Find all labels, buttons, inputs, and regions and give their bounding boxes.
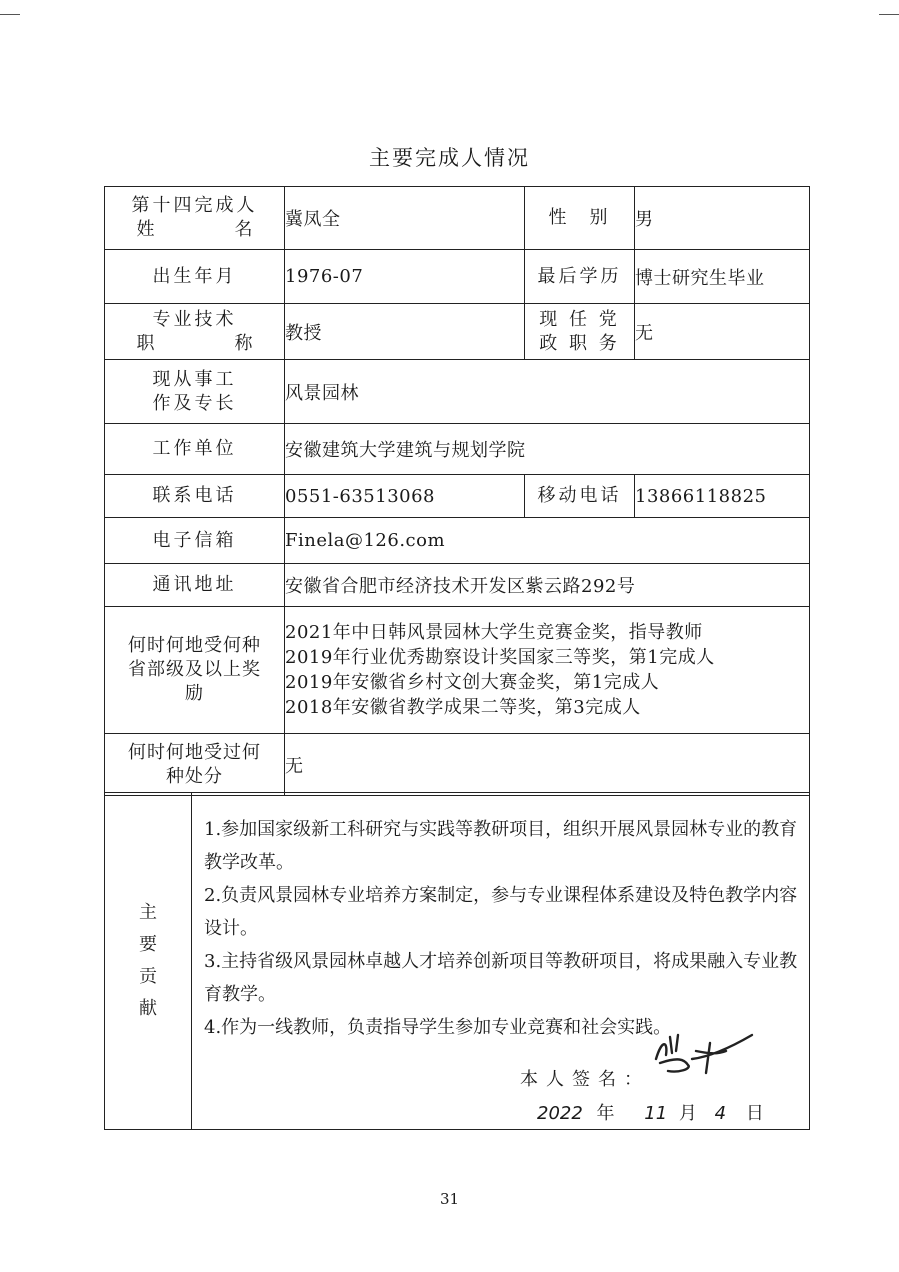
date-month: 11 bbox=[644, 1103, 668, 1124]
party-label-line2: 政 职 务 bbox=[539, 332, 620, 354]
gender-label-char-a: 性 bbox=[548, 207, 570, 228]
row-title bbox=[105, 304, 810, 360]
title-label-cell bbox=[105, 304, 285, 360]
page-number: 31 bbox=[439, 1190, 460, 1208]
name-label-char-a: 姓 bbox=[136, 219, 155, 240]
row-address bbox=[105, 564, 810, 607]
row-awards bbox=[105, 607, 810, 734]
mobile-value: 13866118825 bbox=[635, 475, 810, 518]
birth-value: 1976-07 bbox=[285, 250, 525, 304]
contribution-paragraph: 1.参加国家级新工科研究与实践等教研项目，组织开展风景园林专业的教育教学改革。 bbox=[204, 819, 798, 873]
row-phone bbox=[105, 475, 810, 518]
gender-label-cell bbox=[525, 187, 635, 250]
work-value: 风景园林 bbox=[285, 360, 810, 424]
corner-mark-left bbox=[0, 14, 20, 15]
title-label-char-b: 称 bbox=[234, 332, 253, 354]
awards-label-cell bbox=[105, 607, 285, 734]
phone-label: 联系电话 bbox=[105, 475, 285, 518]
info-table bbox=[104, 186, 810, 796]
sign-label: 本人签名： bbox=[520, 1069, 650, 1090]
address-value: 安徽省合肥市经济技术开发区紫云路292号 bbox=[285, 564, 810, 607]
contribution-label-char: 主 bbox=[139, 902, 157, 923]
unit-label: 工作单位 bbox=[105, 424, 285, 475]
title-label-line1: 专业技术 bbox=[152, 308, 237, 330]
birth-label: 出生年月 bbox=[105, 250, 285, 304]
awards-list bbox=[285, 607, 810, 734]
gender-label bbox=[549, 206, 611, 230]
list-item: 2021年中日韩风景园林大学生竞赛金奖，指导教师 bbox=[285, 622, 703, 643]
row-email bbox=[105, 518, 810, 564]
punish-label-cell bbox=[105, 734, 285, 796]
date-year-unit: 年 bbox=[596, 1103, 615, 1124]
mobile-label: 移动电话 bbox=[525, 475, 635, 518]
address-label: 通讯地址 bbox=[105, 564, 285, 607]
work-label-line2: 作及专长 bbox=[152, 392, 237, 414]
work-label-cell bbox=[105, 360, 285, 424]
corner-mark-right bbox=[879, 14, 899, 15]
party-label-cell bbox=[525, 304, 635, 360]
row-work bbox=[105, 360, 810, 424]
date-day-unit: 日 bbox=[745, 1103, 764, 1124]
title-label-line2 bbox=[137, 332, 253, 356]
list-item: 2019年安徽省乡村文创大赛金奖，第1完成人 bbox=[285, 672, 660, 693]
list-item: 2019年行业优秀勘察设计奖国家三等奖，第1完成人 bbox=[285, 647, 715, 668]
contribution-label-char: 要 bbox=[139, 934, 157, 955]
contribution-table bbox=[104, 792, 810, 1130]
edu-value: 博士研究生毕业 bbox=[635, 250, 810, 304]
contribution-paragraph: 3.主持省级风景园林卓越人才培养创新项目等教研项目，将成果融入专业教育教学。 bbox=[204, 951, 798, 1005]
party-value: 无 bbox=[635, 304, 810, 360]
date-day: 4 bbox=[714, 1103, 727, 1124]
contribution-label-char: 贡 bbox=[139, 966, 157, 987]
punish-value: 无 bbox=[285, 734, 810, 796]
awards-label-line1: 何时何地受何种 bbox=[128, 635, 261, 656]
unit-value: 安徽建筑大学建筑与规划学院 bbox=[285, 424, 810, 475]
name-label-line2 bbox=[137, 218, 253, 242]
row-unit bbox=[105, 424, 810, 475]
title-value: 教授 bbox=[285, 304, 525, 360]
page-title: 主要完成人情况 bbox=[369, 146, 530, 170]
punish-label-line1: 何时何地受过何 bbox=[128, 741, 261, 763]
sign-date bbox=[537, 1099, 764, 1125]
awards-label-line2: 省部级及以上奖 bbox=[128, 659, 261, 680]
name-label-char-b: 名 bbox=[234, 219, 253, 240]
title-label-char-a: 职 bbox=[136, 332, 155, 354]
contribution-label bbox=[105, 793, 192, 1130]
date-month-unit: 月 bbox=[678, 1103, 697, 1124]
contribution-label-char: 献 bbox=[139, 998, 157, 1019]
date-year: 2022 bbox=[537, 1103, 583, 1124]
name-value: 冀凤全 bbox=[285, 187, 525, 250]
awards-label-line3: 励 bbox=[185, 683, 204, 704]
email-label: 电子信箱 bbox=[105, 518, 285, 564]
edu-label: 最后学历 bbox=[525, 250, 635, 304]
contribution-paragraph: 2.负责风景园林专业培养方案制定，参与专业课程体系建设及特色教学内容设计。 bbox=[204, 885, 798, 939]
contribution-body bbox=[192, 793, 810, 1130]
name-label-cell bbox=[105, 187, 285, 250]
contribution-paragraph: 4.作为一线教师，负责指导学生参加专业竞赛和社会实践。 bbox=[204, 1017, 672, 1038]
row-punish bbox=[105, 734, 810, 796]
list-item: 2018年安徽省教学成果二等奖，第3完成人 bbox=[285, 697, 641, 718]
name-label-line1: 第十四完成人 bbox=[131, 195, 258, 216]
email-value: Finela@126.com bbox=[285, 518, 810, 564]
row-contribution bbox=[105, 793, 810, 1130]
party-label-line1: 现 任 党 bbox=[539, 308, 620, 330]
punish-label-line2: 种处分 bbox=[166, 765, 223, 787]
phone-value: 0551-63513068 bbox=[285, 475, 525, 518]
work-label-line1: 现从事工 bbox=[152, 368, 237, 390]
signature-image bbox=[648, 1029, 758, 1079]
row-birth bbox=[105, 250, 810, 304]
gender-label-char-b: 别 bbox=[589, 207, 611, 228]
row-name bbox=[105, 187, 810, 250]
gender-value: 男 bbox=[635, 187, 810, 250]
